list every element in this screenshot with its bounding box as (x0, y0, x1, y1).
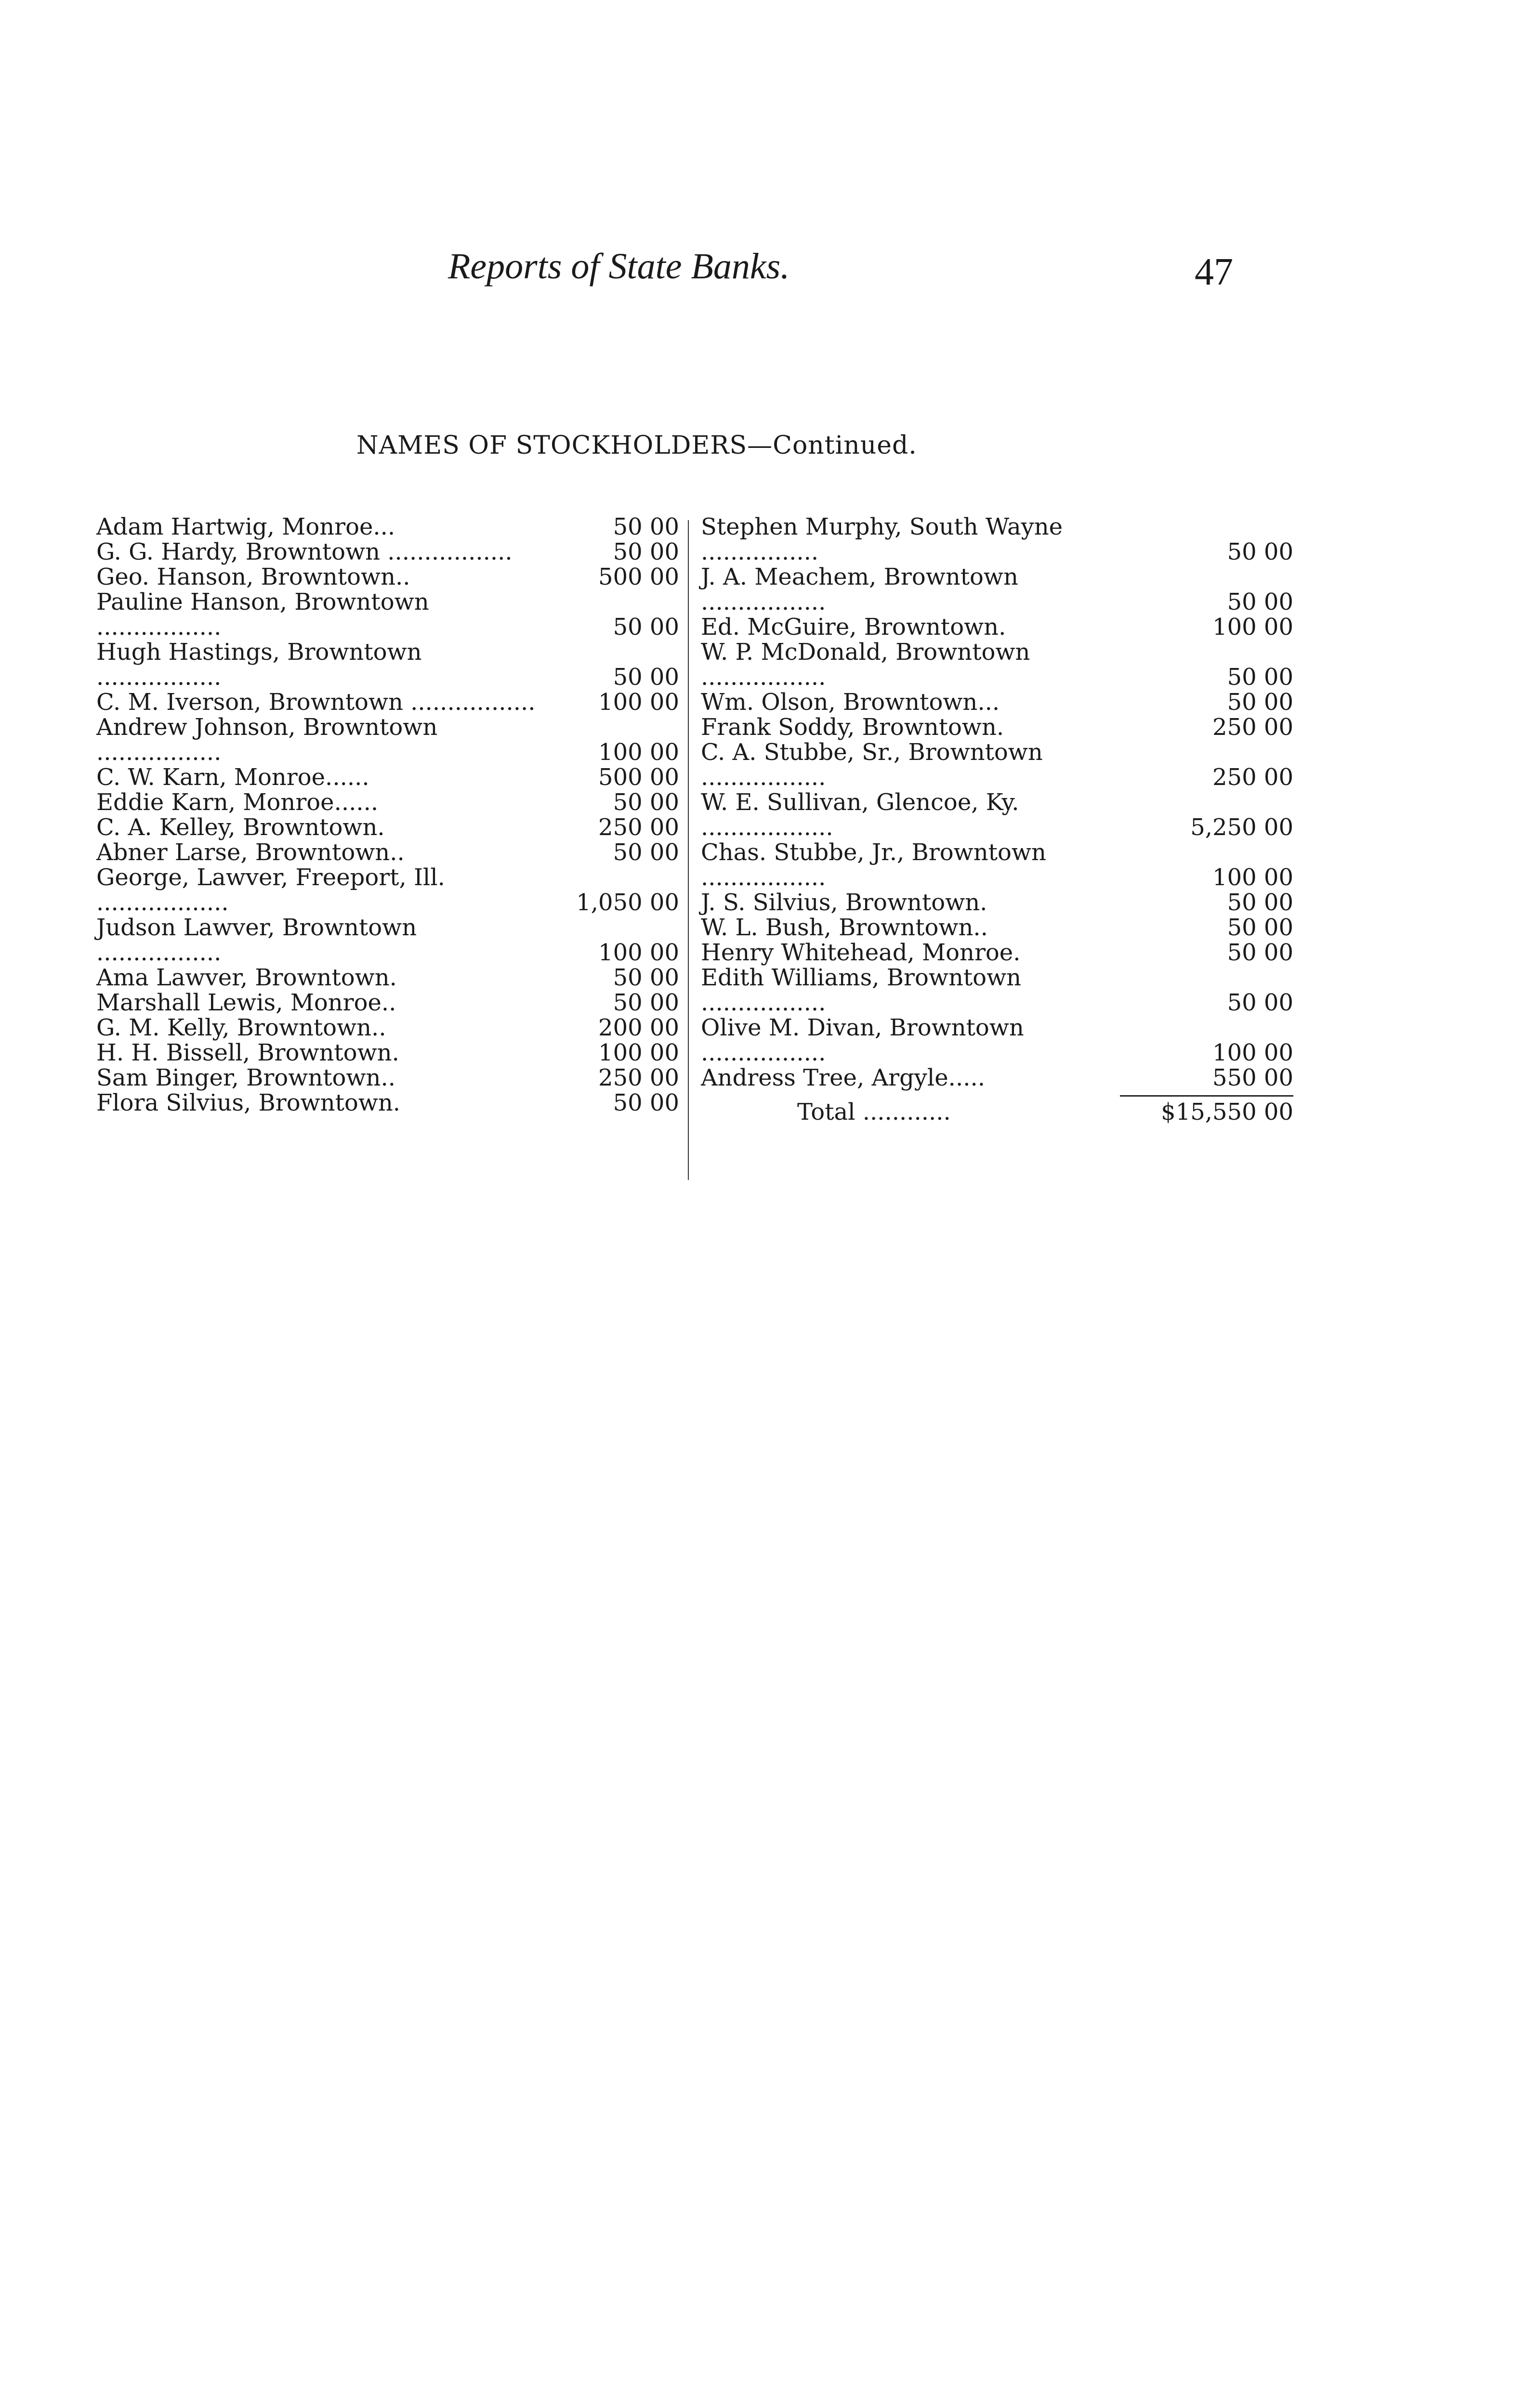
stockholder-name: Adam Hartwig, Monroe... (96, 513, 395, 540)
stockholder-name: Frank Soddy, Browntown. (701, 714, 1004, 741)
stockholder-entry (96, 1065, 679, 1090)
stockholder-amount: 250 00 (598, 814, 679, 841)
stockholder-entry (96, 790, 679, 815)
stockholder-list-left (96, 514, 679, 1115)
stockholder-amount: 50 00 (613, 538, 679, 565)
stockholder-name: Olive M. Divan, Browntown ................. (701, 1014, 1024, 1066)
stockholder-entry (701, 790, 1293, 840)
stockholder-entry (96, 1090, 679, 1115)
stockholder-amount: 100 00 (1212, 1039, 1293, 1066)
stockholder-name: C. W. Karn, Monroe...... (96, 764, 369, 791)
stockholder-name: Wm. Olson, Browntown... (701, 689, 1000, 716)
stockholder-name: C. M. Iverson, Browntown ................. (96, 689, 536, 716)
stockholder-amount: 250 00 (598, 1064, 679, 1091)
stockholder-amount: 100 00 (598, 939, 679, 966)
stockholder-name: Henry Whitehead, Monroe. (701, 939, 1021, 966)
stockholder-name: C. A. Stubbe, Sr., Browntown ................. (701, 739, 1043, 791)
stockholder-entry (96, 1040, 679, 1065)
stockholder-name: Geo. Hanson, Browntown.. (96, 563, 410, 590)
stockholder-amount: 50 00 (613, 664, 679, 691)
stockholder-amount: 50 00 (1227, 664, 1293, 691)
stockholder-name: C. A. Kelley, Browntown. (96, 814, 385, 841)
stockholder-entry (96, 990, 679, 1015)
stockholder-entry (96, 965, 679, 990)
stockholder-entry (701, 564, 1293, 615)
stockholder-amount: 550 00 (1212, 1064, 1293, 1091)
stockholder-amount: 500 00 (598, 563, 679, 590)
stockholder-name: Edith Williams, Browntown ................. (701, 964, 1022, 1016)
stockholder-name: Abner Larse, Browntown.. (96, 839, 405, 866)
total-label: Total ............ (797, 1099, 951, 1125)
stockholder-amount: 100 00 (598, 689, 679, 716)
stockholder-entry (701, 690, 1293, 715)
stockholder-name: George, Lawver, Freeport, Ill. .................. (96, 864, 445, 916)
stockholder-name: Hugh Hastings, Browntown ................. (96, 639, 422, 691)
stockholder-name: W. E. Sullivan, Glencoe, Ky. .................. (701, 789, 1019, 841)
stockholder-name: J. A. Meachem, Browntown ................. (701, 563, 1018, 615)
stockholder-amount: 500 00 (598, 764, 679, 791)
stockholder-entry (701, 840, 1293, 890)
stockholder-name: Pauline Hanson, Browntown ................. (96, 589, 429, 641)
stockholder-amount: 50 00 (613, 789, 679, 816)
stockholder-amount: 100 00 (598, 739, 679, 766)
stockholder-name: Eddie Karn, Monroe...... (96, 789, 379, 816)
stockholder-name: Sam Binger, Browntown.. (96, 1064, 395, 1091)
stockholder-amount: 200 00 (598, 1014, 679, 1041)
stockholder-entry (701, 740, 1293, 790)
stockholder-entry (701, 514, 1293, 564)
stockholder-entry (96, 715, 679, 765)
section-heading: NAMES OF STOCKHOLDERS—Continued. (356, 431, 917, 460)
stockholder-entry (96, 765, 679, 790)
stockholder-amount: 250 00 (1212, 764, 1293, 791)
column-divider (688, 520, 689, 1180)
stockholder-amount: 50 00 (1227, 589, 1293, 615)
stockholder-amount: 50 00 (1227, 989, 1293, 1016)
stockholder-amount: 50 00 (613, 964, 679, 991)
stockholder-amount: 1,050 00 (576, 889, 679, 916)
stockholder-amount: 100 00 (598, 1039, 679, 1066)
stockholder-name: Flora Silvius, Browntown. (96, 1089, 401, 1116)
stockholder-name: Judson Lawver, Browntown ................. (96, 914, 417, 966)
total-rule (1120, 1095, 1293, 1097)
stockholder-name: W. P. McDonald, Browntown ................. (701, 639, 1030, 691)
stockholder-entry (701, 715, 1293, 740)
stockholder-name: J. S. Silvius, Browntown. (701, 889, 987, 916)
stockholder-entry (96, 840, 679, 865)
stockholder-name: W. L. Bush, Browntown.. (701, 914, 988, 941)
stockholder-entry (701, 1065, 1293, 1090)
stockholder-amount: 100 00 (1212, 614, 1293, 641)
stockholder-entry (96, 640, 679, 690)
stockholder-amount: 50 00 (613, 614, 679, 641)
stockholder-entry (701, 915, 1293, 940)
stockholder-list-right (701, 514, 1293, 1125)
stockholder-entry (96, 1015, 679, 1040)
stockholder-name: Stephen Murphy, South Wayne ................ (701, 513, 1063, 565)
stockholder-name: Marshall Lewis, Monroe.. (96, 989, 396, 1016)
stockholder-entry (96, 589, 679, 640)
stockholder-entry (701, 1015, 1293, 1065)
stockholder-entry (701, 640, 1293, 690)
stockholder-entry (96, 564, 679, 589)
stockholder-amount: 50 00 (1227, 914, 1293, 941)
stockholder-entry (701, 890, 1293, 915)
stockholder-amount: 250 00 (1212, 714, 1293, 741)
stockholder-entry (96, 815, 679, 840)
page-header (0, 241, 1526, 308)
stockholder-entry (96, 690, 679, 715)
stockholder-name: Andrew Johnson, Browntown ................. (96, 714, 438, 766)
stockholder-entry (96, 915, 679, 965)
stockholder-amount: 50 00 (1227, 538, 1293, 565)
running-title: Reports of State Banks. (448, 246, 790, 287)
stockholder-entry (96, 539, 679, 564)
stockholder-amount: 50 00 (1227, 939, 1293, 966)
stockholder-entry (701, 615, 1293, 640)
stockholder-name: H. H. Bissell, Browntown. (96, 1039, 399, 1066)
stockholder-entry (96, 865, 679, 915)
total-amount: $15,550 00 (1161, 1099, 1293, 1125)
stockholder-amount: 5,250 00 (1190, 814, 1293, 841)
page-number: 47 (1195, 251, 1233, 293)
stockholder-name: Ama Lawver, Browntown. (96, 964, 397, 991)
stockholder-amount: 50 00 (613, 989, 679, 1016)
stockholder-name: G. M. Kelly, Browntown.. (96, 1014, 386, 1041)
total-row (701, 1099, 1293, 1125)
stockholder-amount: 50 00 (1227, 689, 1293, 716)
stockholder-name: Andress Tree, Argyle..... (701, 1064, 985, 1091)
stockholder-amount: 50 00 (613, 513, 679, 540)
stockholder-entry (96, 514, 679, 539)
stockholder-name: G. G. Hardy, Browntown ................. (96, 538, 513, 565)
stockholder-name: Chas. Stubbe, Jr., Browntown ................. (701, 839, 1046, 891)
stockholder-amount: 100 00 (1212, 864, 1293, 891)
stockholder-amount: 50 00 (1227, 889, 1293, 916)
stockholder-entry (701, 940, 1293, 965)
stockholder-amount: 50 00 (613, 1089, 679, 1116)
stockholder-name: Ed. McGuire, Browntown. (701, 614, 1006, 641)
stockholder-amount: 50 00 (613, 839, 679, 866)
stockholder-entry (701, 965, 1293, 1015)
